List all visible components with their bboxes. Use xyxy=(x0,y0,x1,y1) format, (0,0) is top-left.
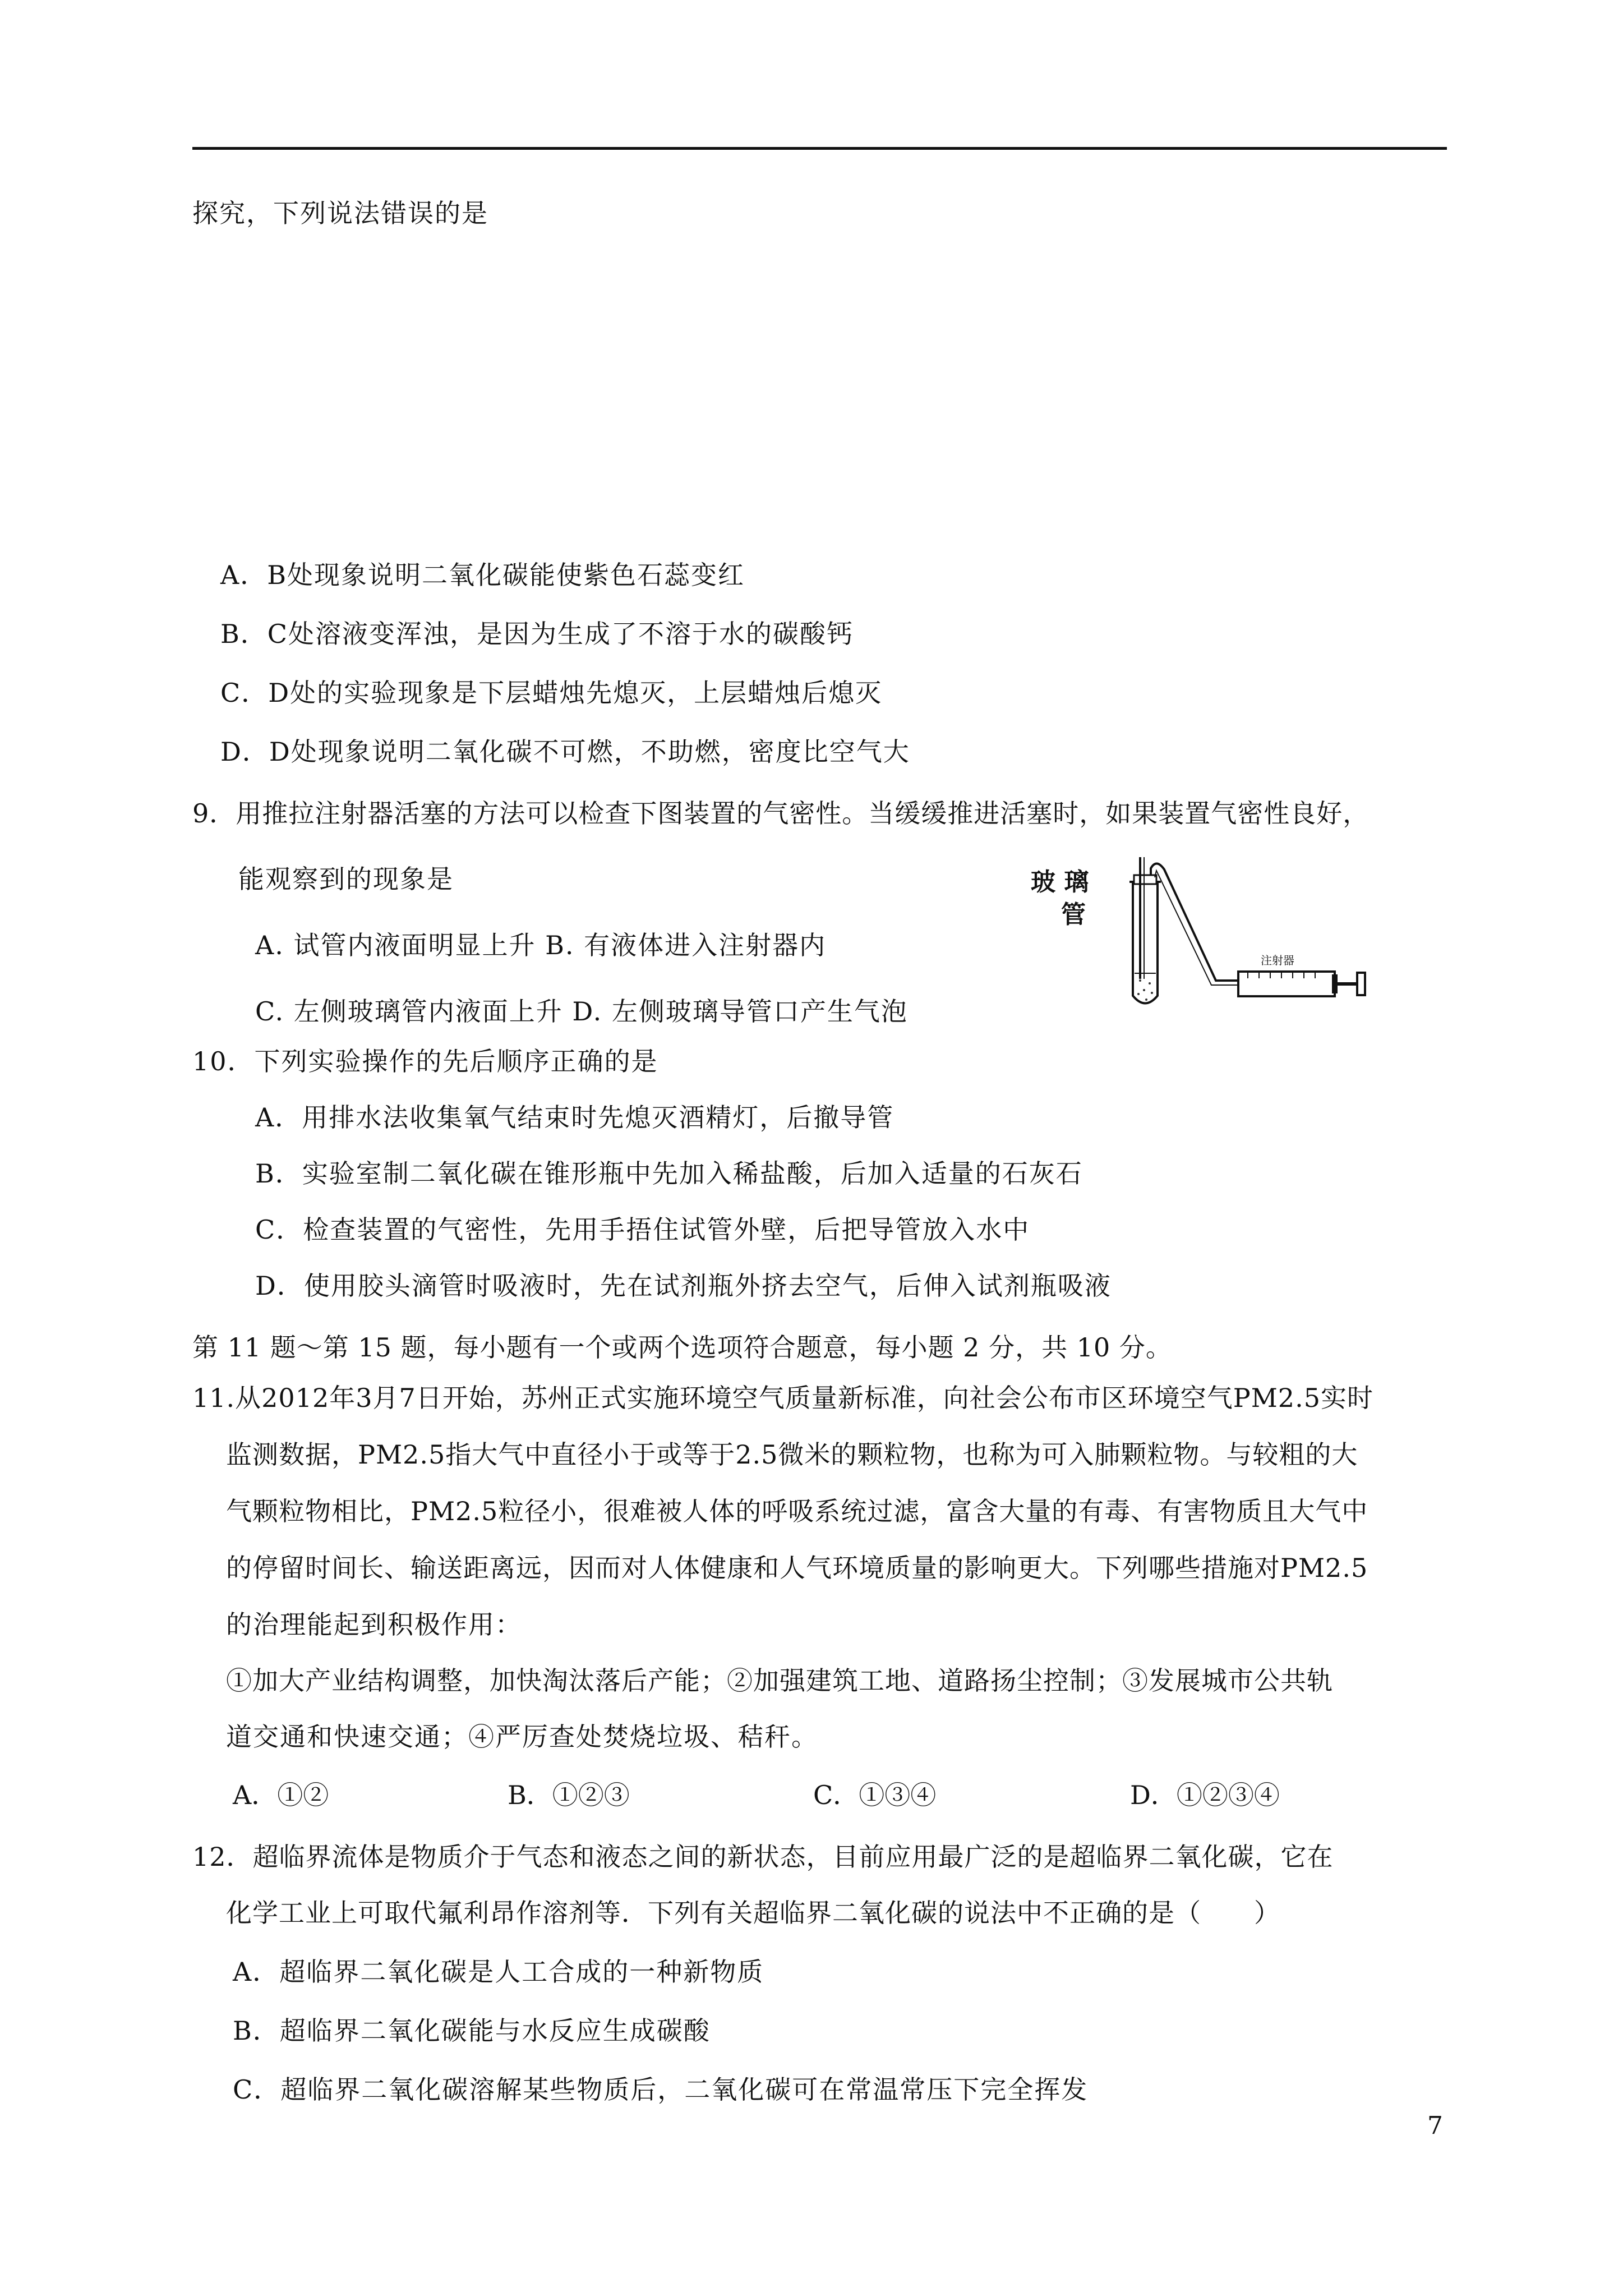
tube-label: 管 xyxy=(1061,900,1086,929)
q10-stem: 10．下列实验操作的先后顺序正确的是 xyxy=(192,1046,658,1076)
q8-option-b: B．C处溶液变浑浊，是因为生成了不溶于水的碳酸钙 xyxy=(220,619,854,649)
q11-measures-1: ①加大产业结构调整，加快淘汰落后产能；②加强建筑工地、道路扬尘控制；③发展城市公共轨 xyxy=(226,1665,1333,1696)
q11-stem-3: 气颗粒物相比，PM2.5粒径小，很难被人体的呼吸系统过滤，富含大量的有毒、有害物质且大气中 xyxy=(226,1496,1368,1526)
q8-option-a: A．B处现象说明二氧化碳能使紫色石蕊变红 xyxy=(220,560,745,590)
q10-option-a: A．用排水法收集氧气结束时先熄灭酒精灯，后撤导管 xyxy=(255,1102,895,1133)
q8-option-d: D．D处现象说明二氧化碳不可燃，不助燃，密度比空气大 xyxy=(220,737,910,767)
q9-stem-cont: 能观察到的现象是 xyxy=(238,864,454,894)
header-rule xyxy=(192,147,1447,150)
q12-option-b: B．超临界二氧化碳能与水反应生成碳酸 xyxy=(233,2016,711,2046)
q11-stem-5: 的治理能起到积极作用： xyxy=(226,1609,522,1640)
q12-option-c: C．超临界二氧化碳溶解某些物质后，二氧化碳可在常温常压下完全挥发 xyxy=(233,2074,1089,2105)
q11-option-d: D．①②③④ xyxy=(1130,1780,1280,1810)
airtightness-apparatus-figure xyxy=(1026,853,1374,1021)
q10-option-b: B．实验室制二氧化碳在锥形瓶中先加入稀盐酸，后加入适量的石灰石 xyxy=(255,1158,1083,1189)
syringe-label: 注射器 xyxy=(1261,954,1294,967)
q10-option-d: D．使用胶头滴管时吸液时，先在试剂瓶外挤去空气，后伸入试剂瓶吸液 xyxy=(255,1271,1112,1301)
q9-options-ab: A. 试管内液面明显上升 B. 有液体进入注射器内 xyxy=(255,930,827,960)
q11-stem-2: 监测数据，PM2.5指大气中直径小于或等于2.5微米的颗粒物，也称为可入肺颗粒物。与较粗的大 xyxy=(226,1439,1358,1470)
q9-options-cd: C. 左侧玻璃管内液面上升 D. 左侧玻璃导管口产生气泡 xyxy=(255,996,908,1027)
section-instruction: 第 11 题～第 15 题，每小题有一个或两个选项符合题意，每小题 2 分，共 10 分。 xyxy=(192,1332,1172,1363)
q11-option-c: C．①③④ xyxy=(813,1780,937,1810)
q11-stem-4: 的停留时间长、输送距离远，因而对人体健康和人气环境质量的影响更大。下列哪些措施对PM2.5 xyxy=(226,1553,1368,1583)
q9-stem: 9．用推拉注射器活塞的方法可以检查下图装置的气密性。当缓缓推进活塞时，如果装置气密性良好， xyxy=(192,798,1370,829)
q11-option-a: A．①② xyxy=(233,1780,329,1810)
q8-option-c: C．D处的实验现象是下层蜡烛先熄灭，上层蜡烛后熄灭 xyxy=(220,678,883,708)
q11-option-b: B．①②③ xyxy=(508,1780,630,1810)
question-continuation: 探究，下列说法错误的是 xyxy=(192,198,488,228)
glass-label: 玻 璃 xyxy=(1031,868,1089,896)
q10-option-c: C．检查装置的气密性，先用手捂住试管外壁，后把导管放入水中 xyxy=(255,1214,1030,1245)
page-number: 7 xyxy=(1427,2111,1443,2140)
q12-option-a: A．超临界二氧化碳是人工合成的一种新物质 xyxy=(233,1957,764,1987)
q11-stem-1: 11.从2012年3月7日开始，苏州正式实施环境空气质量新标准，向社会公布市区环境空气PM2.5实时 xyxy=(192,1383,1373,1413)
q11-measures-2: 道交通和快速交通；④严厉查处焚烧垃圾、秸秆。 xyxy=(226,1722,818,1752)
q12-stem-1: 12．超临界流体是物质介于气态和液态之间的新状态，目前应用最广泛的是超临界二氧化碳，它在 xyxy=(192,1842,1334,1872)
apparatus-drawing xyxy=(1026,853,1374,1021)
q12-stem-2: 化学工业上可取代氟利昂作溶剂等．下列有关超临界二氧化碳的说法中不正确的是（ ） xyxy=(226,1898,1280,1928)
